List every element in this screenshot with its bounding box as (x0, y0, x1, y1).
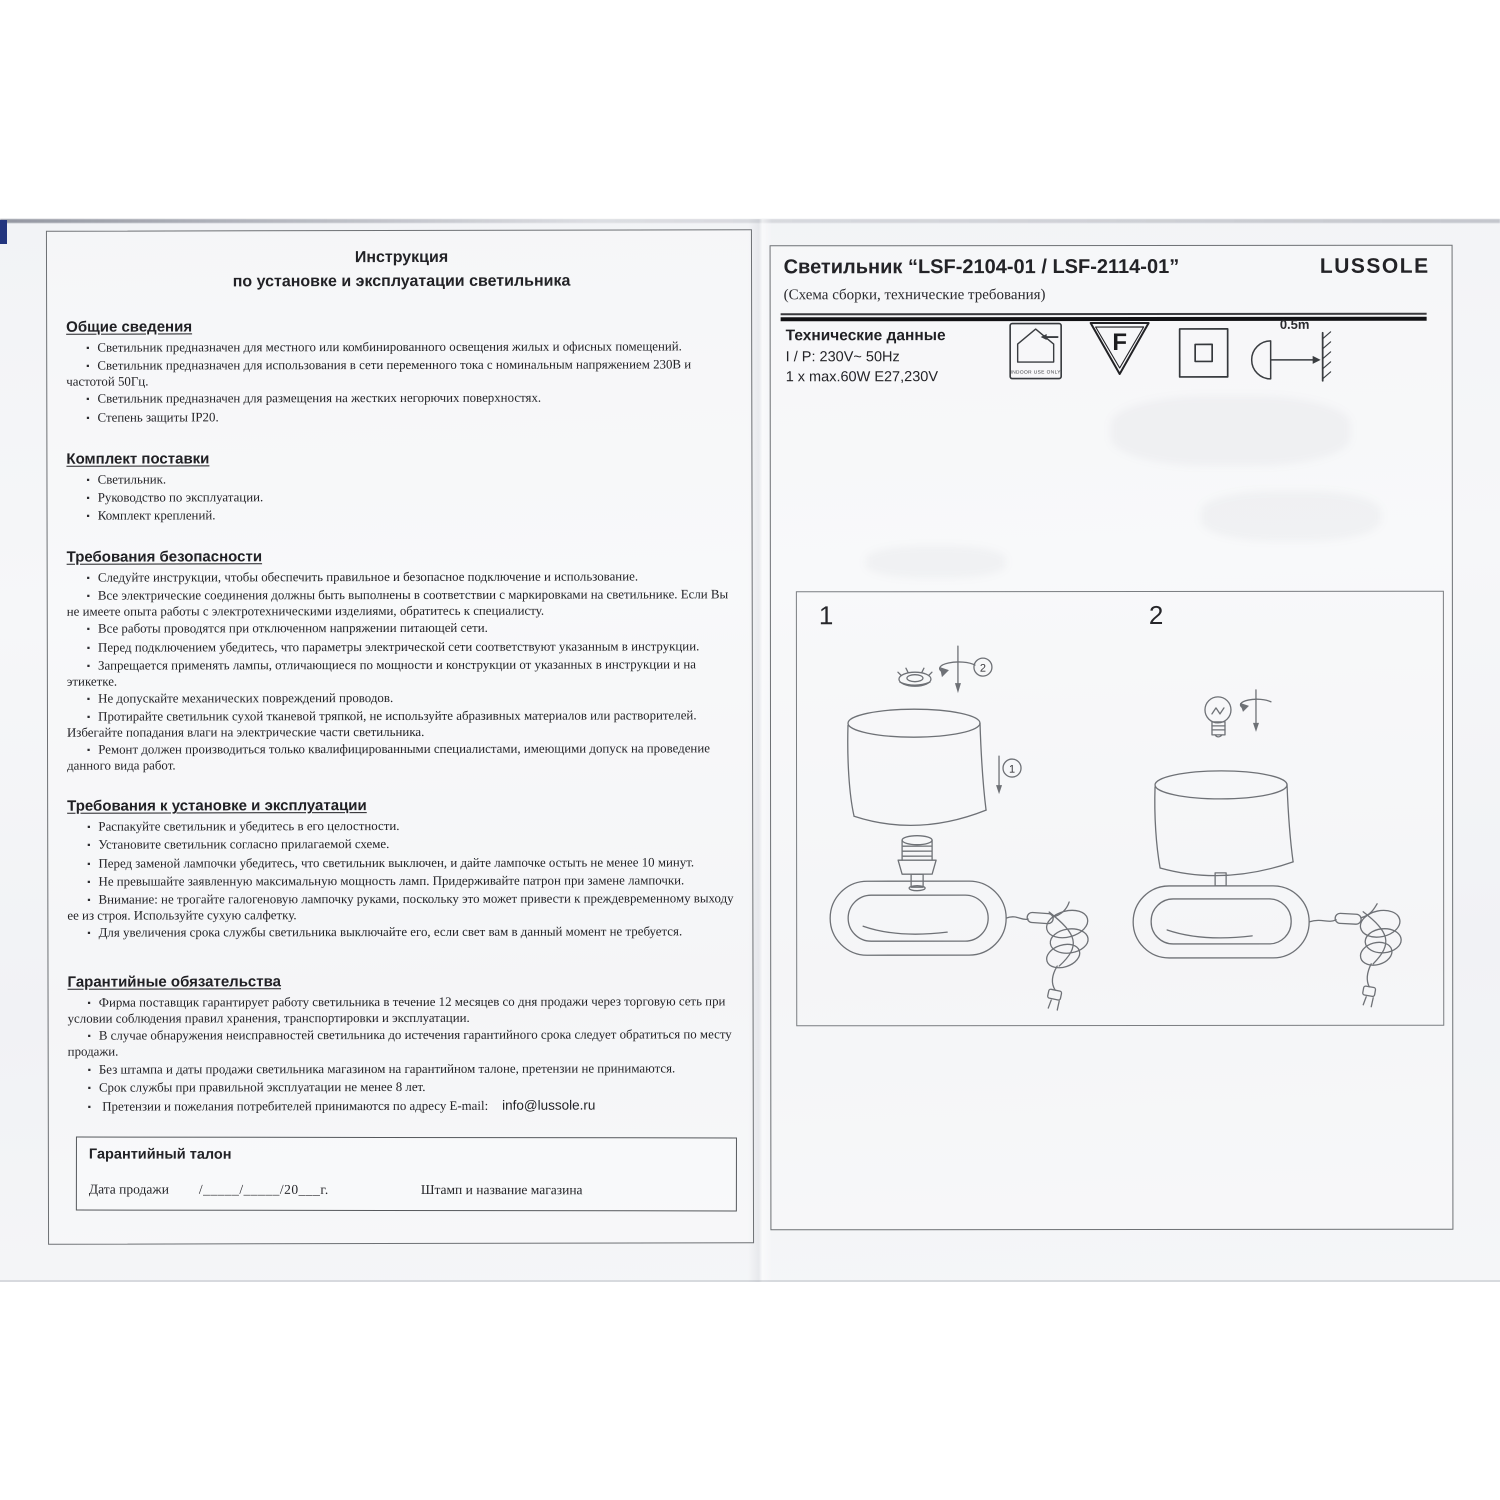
warranty-coupon-row (89, 1182, 724, 1199)
assembled-base (1133, 886, 1309, 958)
technical-data-heading: Технические данные (785, 327, 946, 345)
right-page-assembly (770, 245, 1454, 1231)
down-arrow-step1 (996, 756, 1002, 794)
bullet-list (66, 471, 737, 525)
bullet-item: ▪ Не допускайте механических повреждений проводов. (67, 690, 738, 707)
input-power-line: I / P: 230V~ 50Hz (785, 349, 900, 366)
section-heading: Требования безопасности (66, 548, 263, 566)
bullet-list (66, 339, 737, 426)
step-2-drawing (1127, 594, 1427, 1022)
brand-logo-text: LUSSOLE (1319, 254, 1430, 278)
bleedthrough-smudge (866, 546, 1006, 578)
warranty-coupon-title: Гарантийный талон (88, 1146, 232, 1163)
bullet-item: ▪ Срок службы при правильной эксплуатации не менее 8 лет. (68, 1079, 739, 1096)
bullet-item: ▪ Перед заменой лампочки убедитесь, что светильник выключен, и дайте лампочке остыть не менее 10 минут. (67, 855, 738, 872)
section-installation (67, 797, 738, 942)
title-line-2: по установке и эксплуатации светильника (232, 272, 571, 291)
bullet-item: ▪ Светильник предназначен для использования в сети переменного тока с номинальным напряжением 230В и частотой 50Гц. (66, 357, 737, 389)
bullet-item: ▪ Фирма поставщик гарантирует работу светильника в течение 12 месяцев со дня продажи через торговую сеть при условии соблюдения правил хранения, транспортировки и эксплуатации. (68, 994, 739, 1026)
bullet-item: ▪ Комплект креплений. (67, 507, 738, 524)
bleedthrough-smudge (1201, 491, 1381, 541)
paper-bottom-edge (0, 1280, 1500, 1282)
bullet-item: ▪ Светильник. (66, 471, 737, 488)
section-warranty (67, 972, 738, 1115)
bullet-item: ▪ Все работы проводятся при отключенном напряжении питающей сети. (67, 621, 738, 638)
bullet-item: ▪ Запрещается применять лампы, отличающиеся по мощности и конструкции от указанных в инструкции и на этикетке. (67, 657, 738, 689)
svg-text:1: 1 (1008, 763, 1016, 776)
assembled-shade (1155, 771, 1293, 886)
rotate-arrow-step1 (940, 646, 975, 693)
bullet-item: ▪ Степень защиты IP20. (66, 409, 737, 426)
bullet-item: ▪ Без штампа и даты продажи светильника магазином на гарантийном талоне, претензии не принимаются. (68, 1061, 739, 1078)
bullet-item: ▪ Не превышайте заявленную максимальную мощность ламп. Придерживайте патрон при замене лампочки. (67, 873, 738, 890)
min-distance-icon (1251, 316, 1333, 387)
bullet-list (67, 819, 738, 942)
warranty-coupon-box (76, 1137, 737, 1212)
section-safety (67, 547, 738, 774)
step-1-drawing (797, 594, 1117, 1022)
section-heading: Гарантийные обязательства (67, 973, 281, 991)
bullet-item: ▪ Все электрические соединения должны быть выполнены в соответствии с маркировками на светильнике. Если Вы не имеете опыта работы с электротехническими изделиями, обратитесь к специалисту. (67, 587, 738, 619)
lamp-base (830, 881, 1006, 955)
bullet-item: ▪ Распакуйте светильник и убедитесь в его целостности. (67, 819, 738, 836)
rule-thin-line (781, 313, 1427, 315)
section-general (66, 317, 737, 426)
sale-date-blanks: /_____/_____/20___г. (198, 1181, 329, 1197)
lamp-socket (898, 836, 936, 891)
power-cord-step1 (1006, 902, 1091, 1010)
support-email: info@lussole.ru (502, 1097, 596, 1113)
distance-label: 0.5m (1279, 316, 1310, 332)
bullet-item: ▪ Руководство по эксплуатации. (66, 489, 737, 506)
lamp-spec-line: 1 x max.60W E27,230V (785, 369, 939, 386)
indoor-caption: INDOOR USE ONLY (1010, 370, 1061, 376)
assembly-diagram-box (796, 591, 1444, 1027)
shop-stamp-label: Штамп и название магазина (420, 1182, 583, 1198)
section-heading: Комплект поставки (66, 449, 210, 468)
bullet-item: ▪ Для увеличения срока службы светильника выключайте его, если свет вам в данный момент не требуется. (67, 924, 738, 941)
technical-data-block (786, 327, 946, 385)
product-title: Светильник “LSF-2104-01 / LSF-2114-01” (783, 255, 1180, 279)
bullet-item: ▪ Следуйте инструкции, чтобы обеспечить правильное и безопасное подключение и использование. (67, 569, 738, 586)
bullet-item: ▪ Протирайте светильник сухой тканевой тряпкой, не используйте абразивных материалов или растворителей. Избегайте попадания влаги на электрические части светильника. (67, 708, 738, 740)
page-title (66, 245, 737, 294)
lamp-shade (848, 709, 986, 825)
bullet-item: ▪ В случае обнаружения неисправностей светильника до истечения гарантийного срока следует обратиться по месту продажи. (68, 1028, 739, 1060)
class-ii-insulation-icon (1178, 327, 1230, 384)
callout-2 (974, 658, 992, 676)
callout-1 (1003, 759, 1021, 777)
bullet-list (68, 994, 739, 1115)
power-cord-step2 (1309, 904, 1402, 1007)
rotate-arrow-step2 (1240, 690, 1271, 732)
bullet-item: ▪ Ремонт должен производиться только квалифицированными специалистами, имеющими допуск на проведение данного вида работ. (67, 742, 738, 774)
bullet-item: ▪ Светильник предназначен для размещения на жестких негорючих поверхностях. (66, 391, 737, 408)
f-symbol-icon (1088, 318, 1152, 383)
indoor-use-only-icon (1009, 322, 1063, 385)
bullet-item: ▪ Установите светильник согласно прилагаемой схеме. (67, 837, 738, 854)
step-1-number: 1 (818, 600, 834, 631)
bullet-item: ▪ Перед подключением убедитесь, что параметры электрической сети соответствуют указанным в инструкции. (67, 639, 738, 656)
paper-sheet (0, 219, 1500, 1282)
blue-edge-mark (0, 220, 7, 244)
light-bulb (1205, 697, 1231, 737)
sale-date-label: Дата продажи (88, 1181, 169, 1197)
svg-text:2: 2 (979, 662, 987, 675)
product-subtitle: (Схема сборки, технические требования) (783, 287, 1046, 304)
step-2-number: 2 (1148, 599, 1164, 630)
bullet-item: ▪ Внимание: не трогайте галогеновую лампочку руками, поскольку это может привести к преждевременному выходу ее из строя. Используйте сухую салфетку. (67, 891, 738, 923)
title-line-1: Инструкция (354, 248, 449, 267)
f-letter: F (1112, 328, 1128, 356)
email-line: Претензии и пожелания потребителей принимаются по адресу E-mail: (102, 1098, 489, 1114)
ring-nut (898, 668, 932, 686)
left-page-instructions (46, 229, 754, 1244)
section-heading: Требования к установке и эксплуатации (67, 797, 367, 815)
bullet-list (67, 569, 738, 774)
bleedthrough-smudge (1111, 396, 1351, 466)
section-package (66, 449, 737, 525)
section-heading: Общие сведения (66, 318, 193, 336)
bullet-item (68, 1097, 739, 1115)
bullet-item: ▪ Светильник предназначен для местного или комбинированного освещения жилых и офисных помещений. (66, 339, 737, 356)
